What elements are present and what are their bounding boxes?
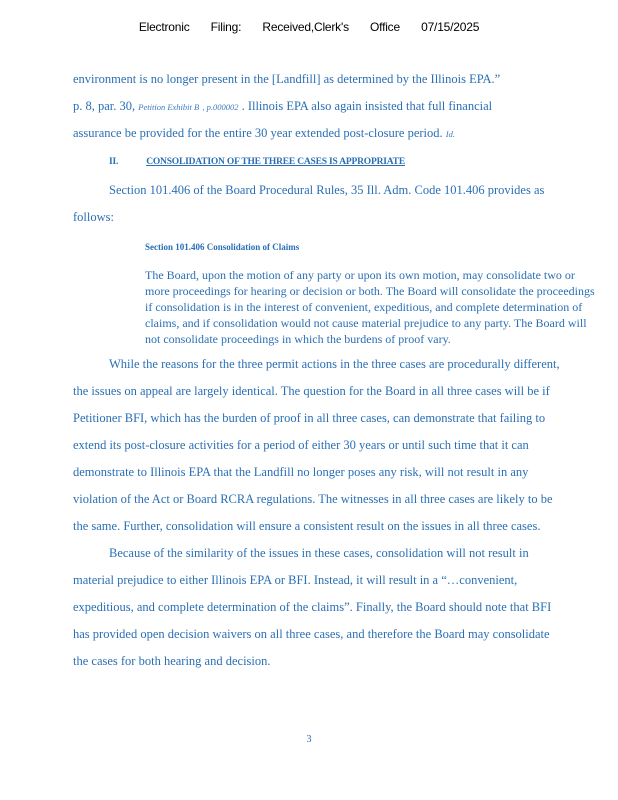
header-office: Office [370, 20, 400, 34]
document-body [73, 66, 595, 675]
text-line: the cases for both hearing and decision. [73, 654, 271, 668]
text-line: has provided open decision waivers on all three cases, and therefore the Board may consolidate [73, 627, 550, 641]
citation-page: p. 8, par. 30, [73, 99, 136, 113]
header-date: 07/15/2025 [421, 20, 480, 34]
text-line: follows: [73, 210, 114, 224]
text-line: assurance be provided for the entire 30 year extended post-closure period. Id. [73, 126, 455, 140]
section-heading [73, 147, 573, 177]
block-quote [73, 239, 595, 347]
citation-exhibit: Petition Exhibit B [138, 102, 200, 112]
paragraph-consolidation [73, 351, 573, 540]
citation-id: Id. [445, 129, 455, 139]
section-title: CONSOLIDATION OF THE THREE CASES IS APPROPRIATE [146, 157, 405, 167]
header-filing: Filing: [210, 20, 242, 34]
text-line: the issues on appeal are largely identical. The question for the Board in all three cases will be if [73, 384, 550, 398]
text-line: extend its post-closure activities for a period of either 30 years or until such time that it can [73, 438, 529, 452]
paragraph-prejudice [73, 540, 573, 675]
text-line: demonstrate to Illinois EPA that the Landfill no longer poses any risk, will not result in any [73, 465, 529, 479]
text-line: While the reasons for the three permit actions in the three cases are procedurally different, [109, 357, 560, 371]
text-line: environment is no longer present in the [Landfill] as determined by the Illinois EPA.” [73, 72, 501, 86]
text-line [73, 93, 573, 120]
header-electronic: Electronic [138, 20, 190, 34]
header-received: Received,Clerk's [262, 20, 349, 34]
text-line: Because of the similarity of the issues in these cases, consolidation will not result in [109, 546, 529, 560]
page-number: 3 [306, 734, 312, 745]
quote-body: The Board, upon the motion of any party or upon its own motion, may consolidate two or more proceedings for hearing or decision or both. The Board will consolidate the proceedings if consolidation is in the interest of convenient, expeditious, and complete determination of claims, and if consolidation would not cause material prejudice to any party. The Board will not consolidate proceedings in which the burdens of proof vary. [145, 268, 595, 346]
text-line: Section 101.406 of the Board Procedural Rules, 35 Ill. Adm. Code 101.406 provides as [109, 183, 545, 197]
quote-title: Section 101.406 Consolidation of Claims [145, 242, 300, 252]
text-line: expeditious, and complete determination of the claims”. Finally, the Board should note that BFI [73, 600, 552, 614]
section-number: II. [109, 157, 119, 167]
filing-stamp-header [0, 20, 618, 34]
text-line: the same. Further, consolidation will ensure a consistent result on the issues in all three cases. [73, 519, 541, 533]
text-segment: . Illinois EPA also again insisted that full financial [241, 99, 493, 113]
text-line: Petitioner BFI, which has the burden of proof in all three cases, can demonstrate that failing to [73, 411, 546, 425]
text-line: material prejudice to either Illinois EPA or BFI. Instead, it will result in a “…convenient, [73, 573, 518, 587]
text-line: violation of the Act or Board RCRA regulations. The witnesses in all three cases are likely to be [73, 492, 553, 506]
citation-bates: , p.000002 [202, 102, 239, 112]
